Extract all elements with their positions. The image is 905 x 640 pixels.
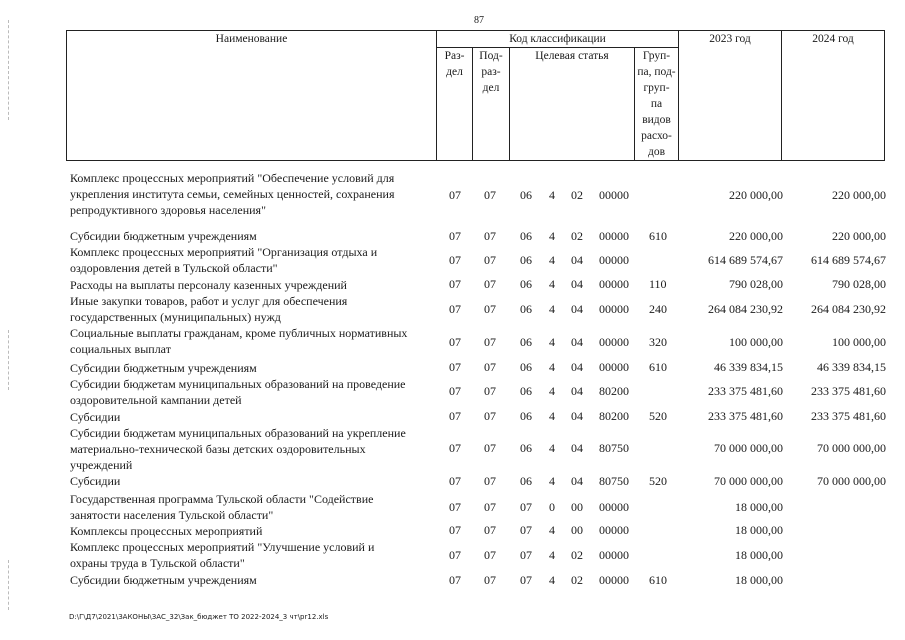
row-target-type: 4	[549, 548, 555, 562]
row-expense-group: 520	[649, 409, 667, 423]
row-name: Субсидии бюджетным учреждениям	[70, 573, 257, 587]
row-name: Иные закупки товаров, работ и услуг для обеспечения государственных (муниципальных) нужд	[70, 294, 348, 324]
row-podrazdel: 07	[484, 523, 496, 537]
row-target-subprogram: 04	[571, 302, 583, 316]
row-amount-2024: 790 028,00	[832, 277, 886, 291]
row-amount-2024: 614 689 574,67	[811, 253, 886, 267]
row-name: Комплекс процессных мероприятий "Улучшение условий и охраны труда в Тульской области"	[70, 540, 375, 570]
row-name: Субсидии бюджетам муниципальных образований на проведение оздоровительной кампании детей	[70, 377, 406, 407]
header-classification: Код классификации	[437, 31, 679, 48]
row-target-type: 4	[549, 302, 555, 316]
row-podrazdel: 07	[484, 188, 496, 202]
row-podrazdel: 07	[484, 441, 496, 455]
row-amount-2023: 233 375 481,60	[708, 409, 783, 423]
row-amount-2023: 100 000,00	[729, 335, 783, 349]
row-amount-2024: 46 339 834,15	[817, 360, 886, 374]
row-target-direction: 00000	[599, 229, 629, 243]
row-target-direction: 00000	[599, 548, 629, 562]
row-target-subprogram: 02	[571, 573, 583, 587]
row-amount-2023: 18 000,00	[735, 523, 783, 537]
header-expense-group: Груп- па, под- груп- па видов расхо- дов	[635, 48, 679, 161]
row-target-type: 4	[549, 409, 555, 423]
row-razdel: 07	[449, 253, 461, 267]
row-target-type: 4	[549, 335, 555, 349]
row-target-type: 4	[549, 277, 555, 291]
row-amount-2023: 220 000,00	[729, 229, 783, 243]
row-amount-2023: 18 000,00	[735, 548, 783, 562]
row-podrazdel: 07	[484, 384, 496, 398]
row-razdel: 07	[449, 523, 461, 537]
header-year-2024: 2024 год	[782, 31, 885, 161]
row-target-program: 07	[520, 573, 532, 587]
row-target-program: 06	[520, 360, 532, 374]
row-target-direction: 00000	[599, 573, 629, 587]
row-target-direction: 00000	[599, 302, 629, 316]
row-expense-group: 610	[649, 229, 667, 243]
row-name: Социальные выплаты гражданам, кроме публичных нормативных социальных выплат	[70, 326, 408, 356]
row-name: Субсидии бюджетам муниципальных образований на укрепление материально-технической базы детских оздоровительных учреждений	[70, 426, 406, 472]
footer-file-path: D:\Г\Д7\2021\ЗАКОНЫ\ЗАС_32\Зак_бюджет ТО 2022-2024_3 чт\pr12.xls	[69, 613, 329, 621]
row-podrazdel: 07	[484, 409, 496, 423]
row-target-program: 06	[520, 229, 532, 243]
row-razdel: 07	[449, 302, 461, 316]
row-podrazdel: 07	[484, 335, 496, 349]
row-amount-2023: 18 000,00	[735, 500, 783, 514]
row-target-subprogram: 04	[571, 277, 583, 291]
row-amount-2024: 100 000,00	[832, 335, 886, 349]
row-amount-2023: 18 000,00	[735, 573, 783, 587]
row-target-program: 07	[520, 500, 532, 514]
row-target-program: 06	[520, 409, 532, 423]
row-amount-2023: 220 000,00	[729, 188, 783, 202]
row-target-program: 06	[520, 441, 532, 455]
row-target-type: 0	[549, 500, 555, 514]
row-target-subprogram: 04	[571, 474, 583, 488]
row-podrazdel: 07	[484, 253, 496, 267]
row-razdel: 07	[449, 229, 461, 243]
row-name: Комплексы процессных мероприятий	[70, 524, 263, 538]
row-target-subprogram: 04	[571, 384, 583, 398]
row-podrazdel: 07	[484, 573, 496, 587]
row-target-subprogram: 04	[571, 409, 583, 423]
row-expense-group: 610	[649, 360, 667, 374]
row-target-subprogram: 04	[571, 335, 583, 349]
row-amount-2024: 220 000,00	[832, 229, 886, 243]
row-name: Государственная программа Тульской области "Содействие занятости населения Тульской области"	[70, 492, 374, 522]
row-amount-2024: 70 000 000,00	[817, 474, 886, 488]
header-target-article: Целевая статья	[510, 48, 635, 161]
row-target-type: 4	[549, 188, 555, 202]
row-podrazdel: 07	[484, 277, 496, 291]
header-razdel: Раз- дел	[437, 48, 473, 161]
row-target-direction: 00000	[599, 523, 629, 537]
row-razdel: 07	[449, 188, 461, 202]
row-target-program: 06	[520, 302, 532, 316]
row-razdel: 07	[449, 573, 461, 587]
header-year-2023: 2023 год	[679, 31, 782, 161]
row-amount-2023: 233 375 481,60	[708, 384, 783, 398]
row-target-direction: 00000	[599, 277, 629, 291]
row-target-subprogram: 00	[571, 523, 583, 537]
row-amount-2023: 614 689 574,67	[708, 253, 783, 267]
row-target-type: 4	[549, 253, 555, 267]
row-name: Расходы на выплаты персоналу казенных учреждений	[70, 278, 347, 292]
row-expense-group: 110	[649, 277, 667, 291]
page-number: 87	[474, 15, 484, 26]
row-amount-2023: 264 084 230,92	[708, 302, 783, 316]
row-amount-2024: 233 375 481,60	[811, 409, 886, 423]
row-target-program: 06	[520, 253, 532, 267]
row-razdel: 07	[449, 548, 461, 562]
row-target-type: 4	[549, 441, 555, 455]
row-name: Субсидии бюджетным учреждениям	[70, 361, 257, 375]
row-target-program: 06	[520, 277, 532, 291]
row-target-type: 4	[549, 229, 555, 243]
row-razdel: 07	[449, 474, 461, 488]
row-podrazdel: 07	[484, 500, 496, 514]
row-podrazdel: 07	[484, 548, 496, 562]
row-expense-group: 520	[649, 474, 667, 488]
row-target-type: 4	[549, 573, 555, 587]
row-razdel: 07	[449, 441, 461, 455]
row-target-program: 06	[520, 335, 532, 349]
row-target-direction: 00000	[599, 360, 629, 374]
row-expense-group: 610	[649, 573, 667, 587]
row-target-subprogram: 04	[571, 360, 583, 374]
row-amount-2023: 70 000 000,00	[714, 441, 783, 455]
row-podrazdel: 07	[484, 302, 496, 316]
row-target-direction: 00000	[599, 335, 629, 349]
row-target-subprogram: 02	[571, 548, 583, 562]
row-razdel: 07	[449, 500, 461, 514]
row-razdel: 07	[449, 384, 461, 398]
row-name: Субсидии	[70, 410, 121, 424]
row-target-direction: 00000	[599, 188, 629, 202]
row-target-program: 06	[520, 384, 532, 398]
row-target-program: 07	[520, 523, 532, 537]
row-name: Комплекс процессных мероприятий "Обеспечение условий для укрепления института семьи, семейных ценностей, сохранения репродуктивного здоровья населения"	[70, 171, 395, 217]
row-podrazdel: 07	[484, 474, 496, 488]
row-target-subprogram: 02	[571, 229, 583, 243]
row-podrazdel: 07	[484, 360, 496, 374]
row-target-program: 06	[520, 474, 532, 488]
row-amount-2023: 46 339 834,15	[714, 360, 783, 374]
row-target-subprogram: 04	[571, 441, 583, 455]
row-target-type: 4	[549, 384, 555, 398]
header-name: Наименование	[67, 31, 437, 161]
row-target-direction: 00000	[599, 253, 629, 267]
row-expense-group: 240	[649, 302, 667, 316]
row-target-type: 4	[549, 360, 555, 374]
row-razdel: 07	[449, 409, 461, 423]
row-amount-2023: 70 000 000,00	[714, 474, 783, 488]
row-target-subprogram: 04	[571, 253, 583, 267]
row-razdel: 07	[449, 335, 461, 349]
row-target-direction: 00000	[599, 500, 629, 514]
row-name: Комплекс процессных мероприятий "Организация отдыха и оздоровления детей в Тульской области"	[70, 245, 378, 275]
row-amount-2024: 220 000,00	[832, 188, 886, 202]
row-amount-2023: 790 028,00	[729, 277, 783, 291]
row-target-program: 06	[520, 188, 532, 202]
row-target-type: 4	[549, 474, 555, 488]
row-target-direction: 80200	[599, 409, 629, 423]
row-amount-2024: 70 000 000,00	[817, 441, 886, 455]
row-podrazdel: 07	[484, 229, 496, 243]
row-amount-2024: 264 084 230,92	[811, 302, 886, 316]
row-target-program: 07	[520, 548, 532, 562]
row-razdel: 07	[449, 277, 461, 291]
row-target-type: 4	[549, 523, 555, 537]
row-target-direction: 80750	[599, 474, 629, 488]
row-target-subprogram: 02	[571, 188, 583, 202]
header-podrazdel: Под- раз- дел	[473, 48, 510, 161]
row-expense-group: 320	[649, 335, 667, 349]
row-razdel: 07	[449, 360, 461, 374]
row-amount-2024: 233 375 481,60	[811, 384, 886, 398]
row-target-direction: 80200	[599, 384, 629, 398]
row-name: Субсидии бюджетным учреждениям	[70, 229, 257, 243]
row-target-direction: 80750	[599, 441, 629, 455]
row-name: Субсидии	[70, 474, 121, 488]
row-target-subprogram: 00	[571, 500, 583, 514]
